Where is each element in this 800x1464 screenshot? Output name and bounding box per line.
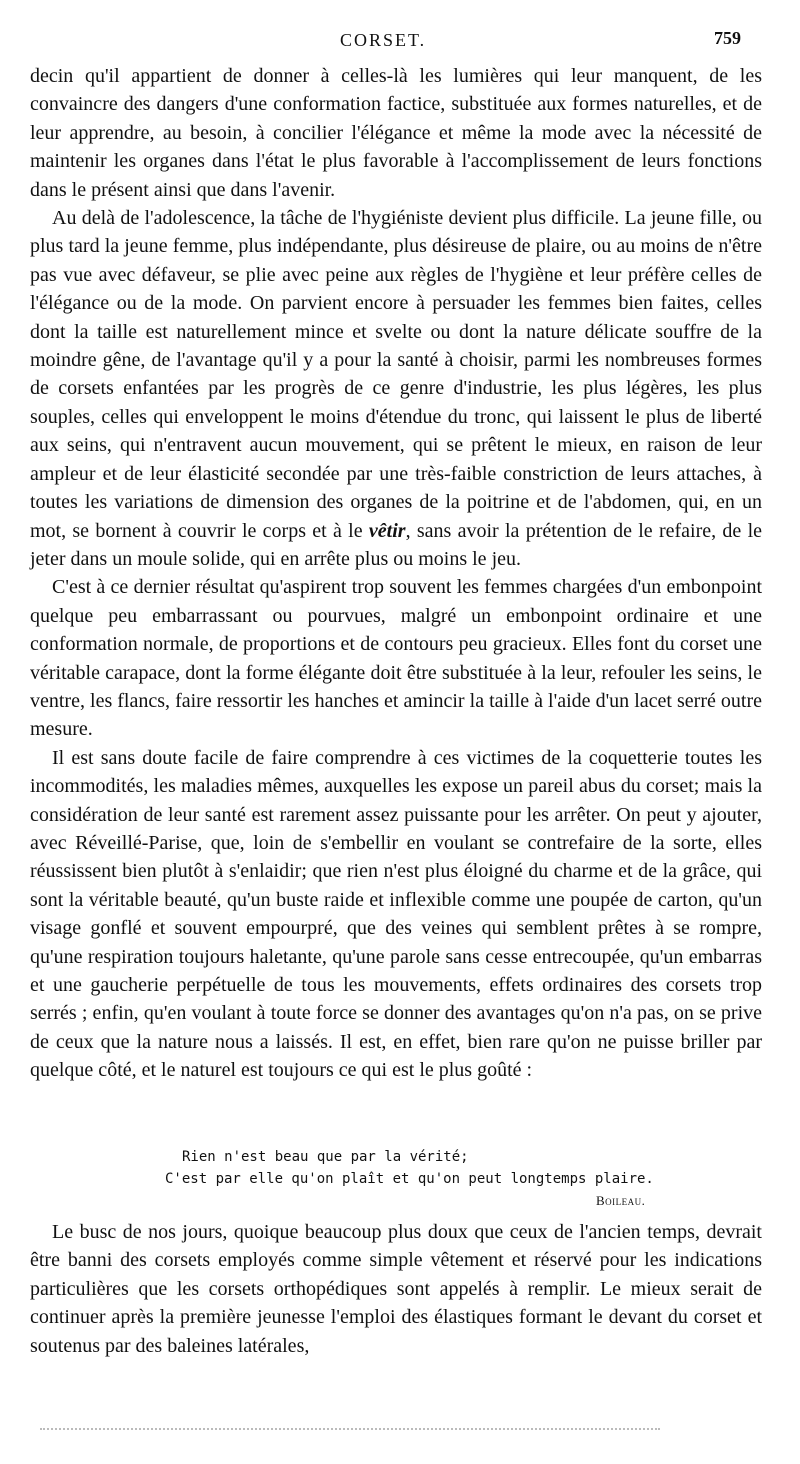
paragraph-busc: Le busc de nos jours, quoique beaucoup plus doux que ceux de l'ancien temps, devrait être banni des corsets employés comme simple vêtement et réservé pour les indications particulières que les corsets orthopédiques sont appelés à remplir. Le mieux serait de continuer après la première jeunesse l'emploi des élastiques formant le devant du corset et soutenus par des baleines latérales, bbox=[30, 1221, 762, 1357]
paragraph-continuation: decin qu'il appartient de donner à celles-là les lumières qui leur manquent, de les convaincre des dangers d'une conformation factice, substituée aux formes naturelles, et de leur apprendre, au besoin, à concilier l'élégance et même la mode avec la nécessité de maintenir les organes dans l'état le plus favorable à l'accomplissement de leurs fonctions dans le présent ainsi que dans l'avenir. bbox=[30, 65, 762, 201]
paragraph-coquetterie: Il est sans doute facile de faire comprendre à ces victimes de la coquetterie toutes les incommodités, les maladies mêmes, auxquelles les expose un pareil abus du corset; mais la considération de leur santé est rarement assez puissante pour les arrêter. On peut y ajouter, avec Réveillé-Parise, que, loin de s'embellir en voulant se contrefaire de la sorte, elles réussissent bien plutôt à s'enlaidir; que rien n'est plus éloigné du charme et de la grâce, qui sont la véritable beauté, qu'un buste raide et inflexible comme une poupée de carton, qu'un visage gonflé et souvent empourpré, que des veines qui semblent prêtes à se rompre, qu'une respiration toujours haletante, qu'une parole sans cesse entrecoupée, qu'un embarras et une gaucherie perpétuelle de tous les mouvements, effets ordinaires des corsets trop serrés ; enfin, qu'en voulant à toute force se donner des avantages qu'on n'a pas, on se prive de ceux que la nature nous a laissés. Il est, en effet, bien rare qu'on ne puisse briller par quelque côté, et le naturel est toujours ce qui est le plus goûté : bbox=[30, 746, 762, 1082]
running-title: CORSET. bbox=[340, 30, 427, 50]
emphasis-vetir: vêtir bbox=[368, 519, 406, 542]
paragraph-adolescence bbox=[30, 204, 762, 573]
main-text bbox=[30, 62, 762, 1085]
quote-line-1: Rien n'est beau que par la vérité; bbox=[182, 1149, 469, 1165]
quote-line-2: C'est par elle qu'on plaît et qu'on peut longtemps plaire. bbox=[165, 1171, 654, 1187]
quote-attribution: Boileau. bbox=[596, 1193, 646, 1208]
page-number: 759 bbox=[714, 28, 741, 48]
paragraph-adolescence-end: , sans avoir la prétention de le refaire, de le jeter dans un moule solide, qui en arrête plus ou moins le jeu. bbox=[30, 519, 763, 570]
paragraph-adolescence-text: Au delà de l'adolescence, la tâche de l'hygiéniste devient plus difficile. La jeune fille, ou plus tard la jeune femme, plus indépendante, plus désireuse de plaire, ou au moins de n'être pas vue avec défaveur, se plie avec peine aux règles de l'hygiène et leur préfère celles de l'élégance ou de la mode. On parvient encore à persuader les femmes bien faites, celles dont la taille est naturellement mince et svelte ou dont la nature délicate souffre de la moindre gêne, de l'avantage qu'il y a pour la santé à choisir, parmi les nombreuses formes de corsets enfantées par les progrès de ce genre d'industrie, les plus légères, les plus souples, celles qui enveloppent le moins d'étendue du tronc, qui laissent le plus de liberté aux seins, qui n'entravent aucun mouvement, qui se prêtent le mieux, en raison de leur ampleur et de leur élasticité secondée par une très-faible constriction de leurs attaches, à toutes les variations de dimension des organes de la poitrine et de l'abdomen, qui, en un mot, se bornent à couvrir le corps et à le bbox=[30, 207, 762, 542]
paragraph-embonpoint: C'est à ce dernier résultat qu'aspirent trop souvent les femmes chargées d'un embonpoint quelque peu embarrassant ou pourvues, malgré un embonpoint ordinaire et une conformation normale, de proportions et de contours peu gracieux. Elles font du corset une véritable carapace, dont la forme élégante doit être substituée à la leur, refouler les seins, le ventre, les flancs, faire ressortir les hanches et amincir la taille à l'aide d'un lacet serré outre mesure. bbox=[30, 576, 762, 741]
footer-dotted-line bbox=[40, 1428, 660, 1430]
closing-text bbox=[30, 1218, 762, 1360]
page-header bbox=[0, 30, 800, 54]
